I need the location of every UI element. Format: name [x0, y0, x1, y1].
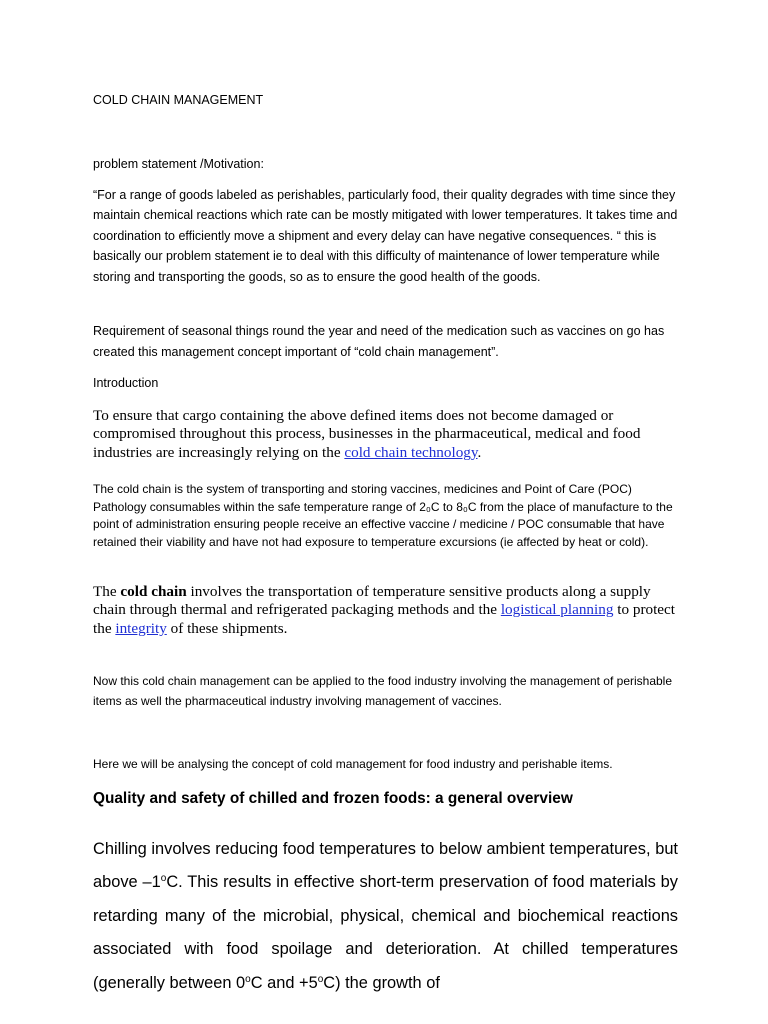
- introduction-heading: Introduction: [93, 376, 159, 390]
- chilling-text-1: Chilling involves reducing food temperatures to below ambient temperatures, but above –1: [93, 840, 678, 892]
- intro-text: To ensure that cargo containing the above defined items does not become damaged or compromised throughout this process, businesses in the pharmaceutical, medical and food industries are increasingly relying on the: [93, 407, 641, 461]
- integrity-link[interactable]: integrity: [115, 619, 167, 637]
- introduction-paragraph: [93, 407, 678, 462]
- involves-end: of these shipments.: [166, 619, 288, 637]
- cold-chain-involves-paragraph: [93, 583, 678, 638]
- chilling-text-4: C) the growth of: [323, 973, 440, 992]
- involves-lead: The: [93, 583, 121, 600]
- problem-statement-quote: “For a range of goods labeled as perishables, particularly food, their quality degrades with time since they maintain chemical reactions which rate can be mostly mitigated with lower temperatures. It takes time and coordination to efficiently move a shipment and every delay can have negative consequences. “ this is basically our problem statement ie to deal with this difficulty of maintenance of lower temperature while storing and transporting the goods, so as to ensure the good health of the goods.: [93, 188, 678, 284]
- overview-heading: Quality and safety of chilled and frozen foods: a general overview: [93, 790, 573, 807]
- cold-chain-term: cold chain: [120, 583, 187, 600]
- degree-sign: o: [245, 973, 251, 985]
- degree-sign: o: [160, 873, 167, 885]
- chilling-text-2: C. This results in effective short-term preservation of food materials by retarding many of the microbial, physical, chemical and biochemical reactions associated with food spoilage and deterioration. At chilled temperatures (generally between 0: [93, 873, 678, 992]
- problem-statement-heading: problem statement /Motivation:: [93, 157, 264, 171]
- cold-chain-definition: The cold chain is the system of transporting and storing vaccines, medicines and Point of Care (POC) Pathology consumables within the safe temperature range of 2₀C to 8₀C from the place of manufacture to the point of administration ensuring people receive an effective vaccine / medicine / POC consumable that have retained their viability and have not had exposure to temperature excursions (ie affected by heat or cold).: [93, 482, 673, 549]
- food-pharma-paragraph: Now this cold chain management can be applied to the food industry involving the management of perishable items as well the pharmaceutical industry involving management of vaccines.: [93, 674, 673, 708]
- chilling-paragraph: [93, 833, 678, 1000]
- involves-text-2: to protect the: [93, 601, 676, 637]
- degree-sign: o: [317, 973, 324, 985]
- document-title: COLD CHAIN MANAGEMENT: [93, 93, 264, 107]
- cold-chain-technology-link[interactable]: cold chain technology: [344, 443, 478, 461]
- requirement-paragraph: Requirement of seasonal things round the year and need of the medication such as vaccines on go has created this management concept important of “cold chain management”.: [93, 324, 665, 359]
- chilling-text-3: C and +5: [250, 973, 318, 992]
- involves-text: involves the transportation of temperature sensitive products along a supply chain through thermal and refrigerated packaging methods and the: [93, 583, 651, 619]
- logistical-planning-link[interactable]: logistical planning: [500, 601, 614, 619]
- analysing-paragraph: Here we will be analysing the concept of cold management for food industry and perishable items.: [93, 757, 613, 771]
- intro-text-end: .: [477, 443, 482, 461]
